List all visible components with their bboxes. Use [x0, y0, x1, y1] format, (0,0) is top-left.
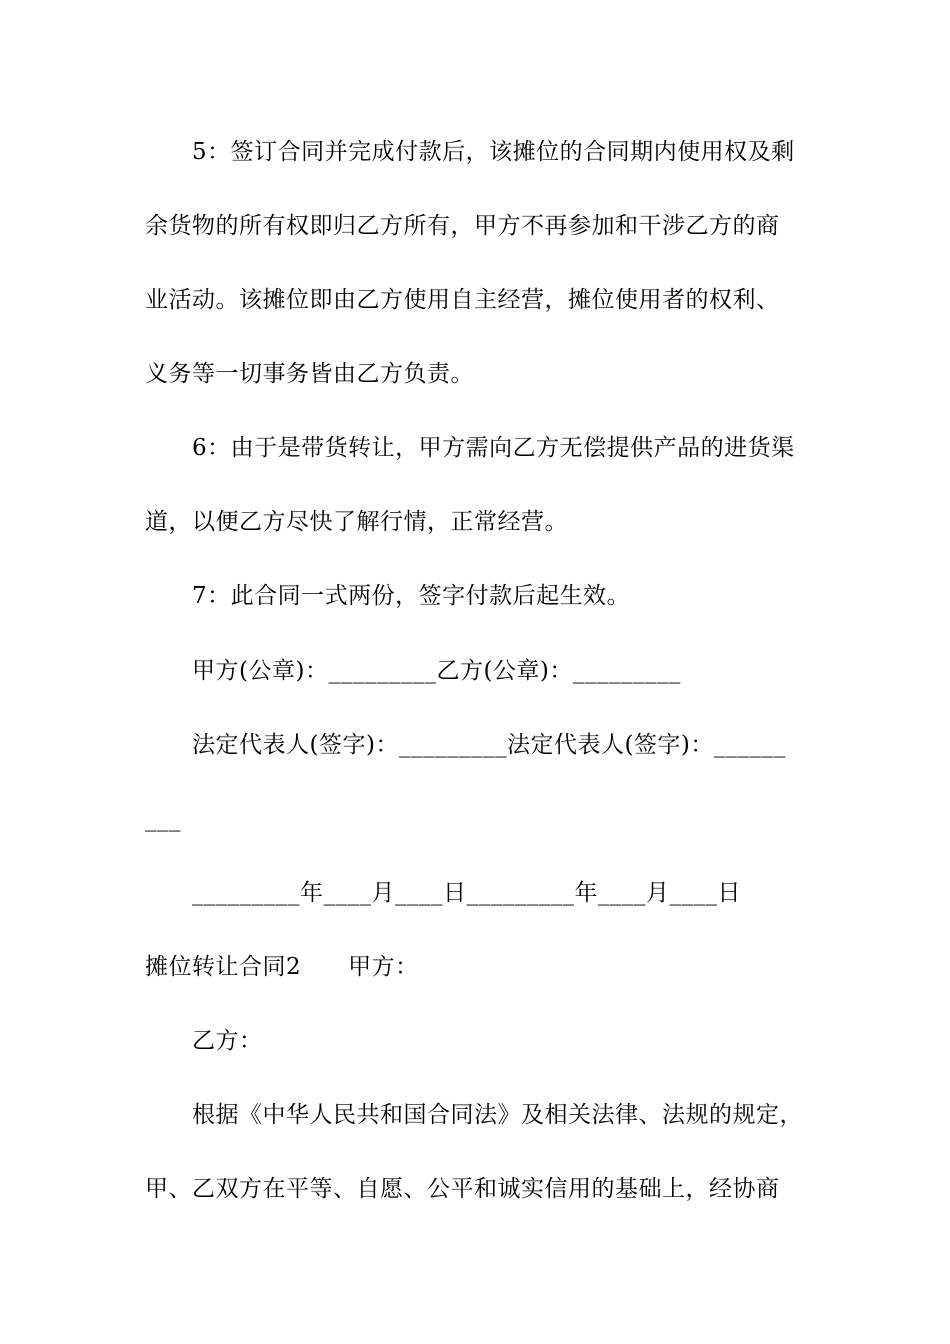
clause-7-line-1: 7：此合同一式两份，签字付款后起生效。 — [192, 583, 631, 609]
clause-6-line-1: 6：由于是带货转让，甲方需向乙方无偿提供产品的进货渠 — [192, 435, 795, 461]
legal-basis-line-1: 根据《中华人民共和国合同法》及相关法律、法规的规定， — [192, 1102, 803, 1128]
clause-5-line-1: 5：签订合同并完成付款后，该摊位的合同期内使用权及剩 — [192, 139, 795, 165]
clause-5-line-3: 业活动。该摊位即由乙方使用自主经营，摊位使用者的权利、 — [145, 287, 780, 313]
seal-line: 甲方(公章)：_________乙方(公章)：_________ — [192, 658, 681, 684]
date-line: _________年____月____日_________年____月____日 — [192, 880, 741, 906]
clause-5-line-2: 余货物的所有权即归乙方所有，甲方不再参加和干涉乙方的商 — [145, 213, 780, 239]
contract-2-title-party-a: 摊位转让合同2 甲方： — [145, 954, 419, 980]
clause-5-line-4: 义务等一切事务皆由乙方负责。 — [145, 361, 474, 387]
legal-basis-line-2: 甲、乙双方在平等、自愿、公平和诚实信用的基础上，经协商 — [145, 1176, 780, 1202]
clause-6-line-2: 道，以便乙方尽快了解行情，正常经营。 — [145, 509, 568, 535]
representative-signature-line-continued: ___ — [145, 806, 181, 832]
representative-signature-line: 法定代表人(签字)：_________法定代表人(签字)：______ — [192, 732, 786, 758]
party-b-line: 乙方： — [192, 1028, 263, 1054]
